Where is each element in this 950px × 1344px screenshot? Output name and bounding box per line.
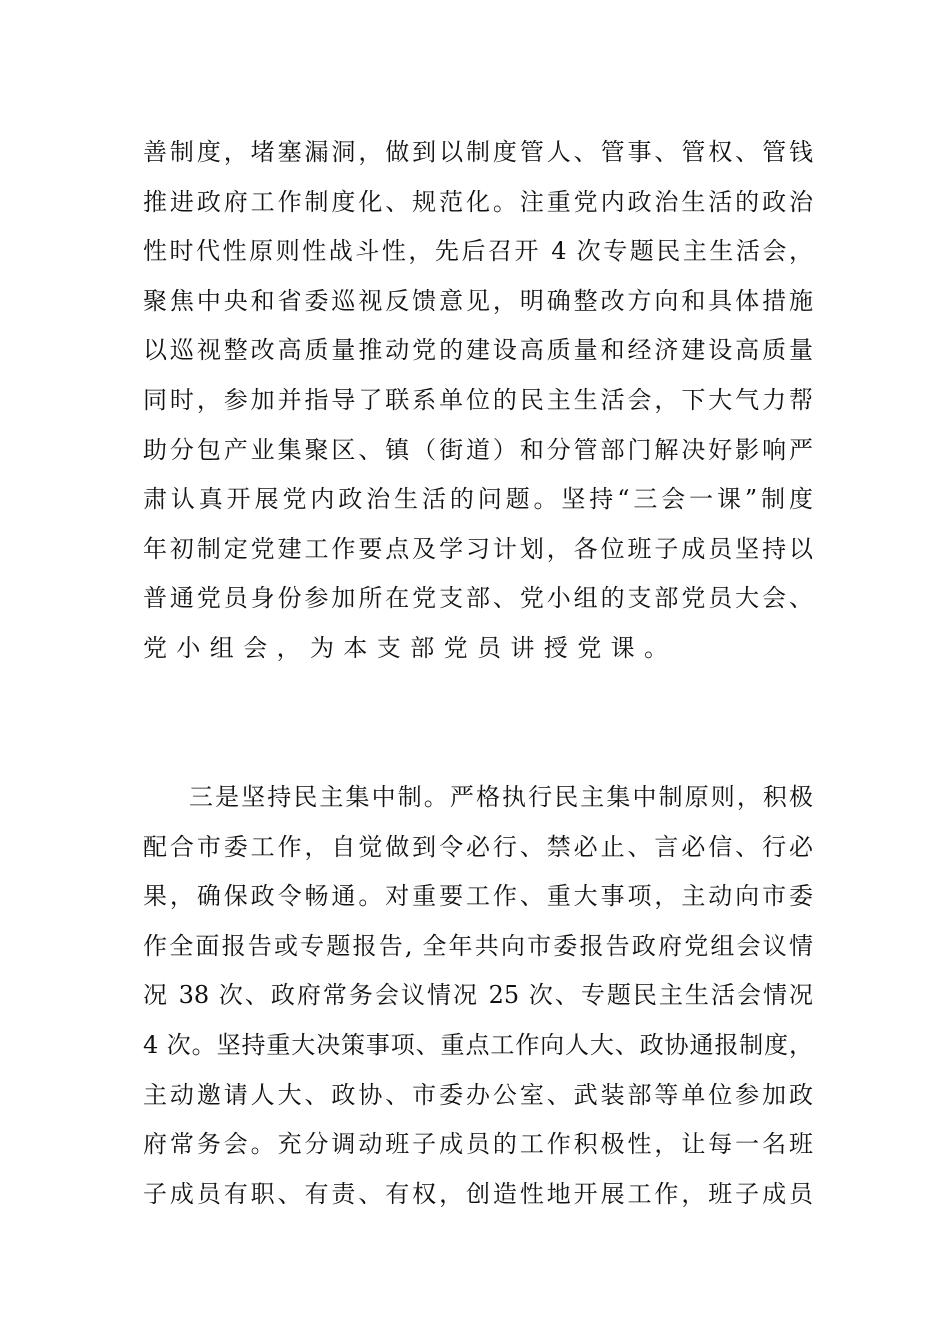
text-line: 府常务会。充分调动班子成员的工作积极性，让每一名班 xyxy=(143,1130,813,1159)
text-line: 4 次。坚持重大决策事项、重点工作向人大、政协通报制度， xyxy=(143,1030,813,1059)
text-line: 同时，参加并指导了联系单位的民主生活会，下大气力帮 xyxy=(143,385,813,414)
text-line: 助分包产业集聚区、镇（街道）和分管部门解决好影响严 xyxy=(143,435,813,464)
text-line: 党小组会，为本支部党员讲授党课。 xyxy=(143,633,678,662)
text-line: 推进政府工作制度化、规范化。注重党内政治生活的政治 xyxy=(143,187,813,216)
text-line: 三是坚持民主集中制。严格执行民主集中制原则，积极 xyxy=(189,783,813,811)
text-line: 子成员有职、有责、有权，创造性地开展工作，班子成员 xyxy=(143,1179,813,1208)
paragraph-democratic-centralism xyxy=(143,773,813,1219)
text-line: 果，确保政令畅通。对重要工作、重大事项，主动向市委 xyxy=(143,882,813,911)
text-line: 主动邀请人大、政协、市委办公室、武装部等单位参加政 xyxy=(143,1080,813,1109)
text-line: 普通党员身份参加所在党支部、党小组的支部党员大会、 xyxy=(143,584,813,613)
text-line: 以巡视整改高质量推动党的建设高质量和经济建设高质量 xyxy=(143,336,813,365)
text-line: 年初制定党建工作要点及学习计划，各位班子成员坚持以 xyxy=(143,534,813,563)
paragraph-party-life xyxy=(143,128,813,674)
text-line: 况 38 次、政府常务会议情况 25 次、专题民主生活会情况 xyxy=(143,981,813,1010)
text-line: 善制度，堵塞漏洞，做到以制度管人、管事、管权、管钱 xyxy=(143,138,813,166)
text-line: 聚焦中央和省委巡视反馈意见，明确整改方向和具体措施 xyxy=(143,286,813,315)
text-line: 肃认真开展党内政治生活的问题。坚持“三会一课”制度 xyxy=(143,485,813,514)
text-line: 性时代性原则性战斗性，先后召开 4 次专题民主生活会， xyxy=(143,237,813,266)
text-line: 作全面报告或专题报告, 全年共向市委报告政府党组会议情 xyxy=(143,931,813,960)
text-line: 配合市委工作，自觉做到令必行、禁必止、言必信、行必 xyxy=(143,832,813,861)
